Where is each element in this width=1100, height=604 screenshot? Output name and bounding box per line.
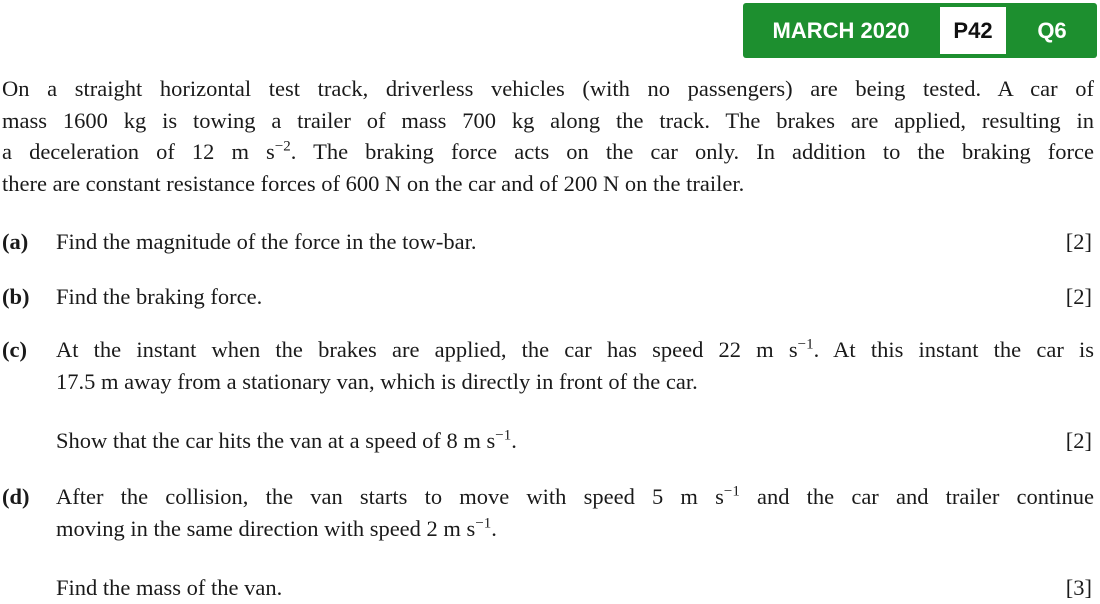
part-c-text [56,334,1094,397]
part-a-label: (a) [2,229,29,254]
part-c-show-that: Show that the car hits the van at a speed of 8 m $s^{-1}$. [56,427,517,453]
intro-line-4: there are constant resistance forces of 600 N on the car and of 200 N on the trailer. [2,170,745,196]
part-d-line-2: moving in the same direction with speed 2 m $s^{-1}$. [56,515,497,541]
part-c-label: (c) [2,337,27,362]
exam-reference-tag [743,3,1097,58]
part-d-marks: [3] [1065,575,1092,600]
part-b-label: (b) [2,284,30,309]
paper-number-label: P42 [940,7,1006,54]
exam-session-label: MARCH 2020 [772,18,910,43]
intro-line-1: On a straight horizontal test track, driverless vehicles (with no passengers) are being tested. A car of [2,76,1094,101]
part-c-marks: [2] [1065,428,1092,453]
part-a-text: Find the magnitude of the force in the tow-bar. [56,229,477,254]
part-d-label: (d) [2,484,30,509]
part-b-marks: [2] [1065,284,1092,309]
question-number-label: Q6 [1037,18,1067,43]
part-b-text: Find the braking force. [56,284,263,309]
part-c-line-1: At the instant when the brakes are applied, the car has speed 22 m $s^{-1}$. At this instant the car is [56,336,1094,362]
question-intro [2,73,1094,199]
intro-line-2: mass 1600 kg is towing a trailer of mass 700 kg along the track. The brakes are applied, resulting in [2,107,1094,133]
intro-line-3: a deceleration of 12 m $s^{-2}$. The braking force acts on the car only. In addition to the braking force [2,138,1094,164]
part-d-text [56,481,1094,544]
part-d-line-1: After the collision, the van starts to move with speed 5 m $s^{-1}$ and the car and trailer continue [56,483,1095,509]
part-d-find: Find the mass of the van. [56,575,283,600]
part-a-marks: [2] [1065,229,1092,254]
part-c-line-2: 17.5 m away from a stationary van, which is directly in front of the car. [56,368,698,394]
